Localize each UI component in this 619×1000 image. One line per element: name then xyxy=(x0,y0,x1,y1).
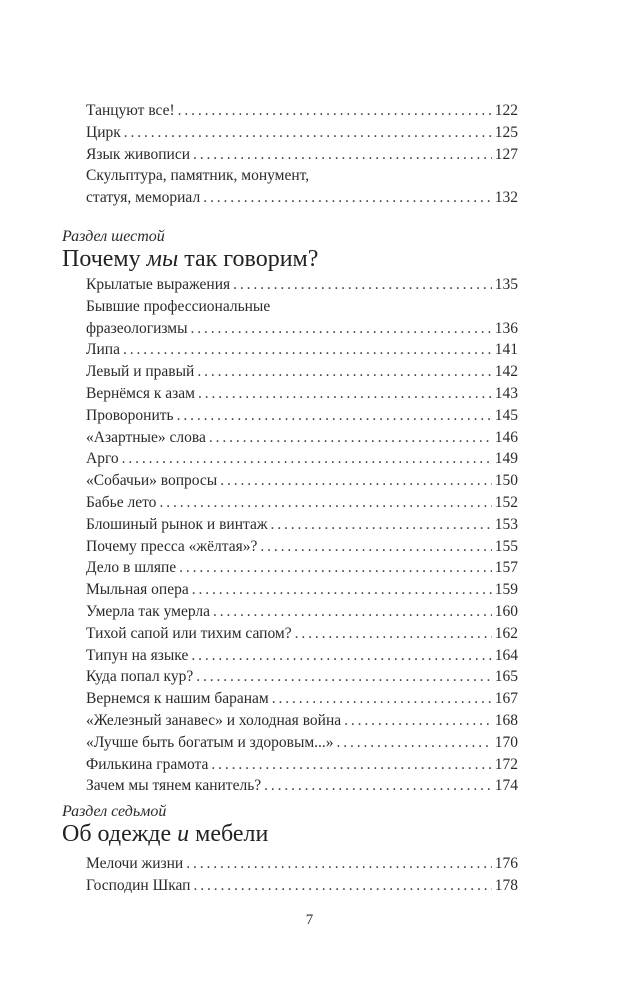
toc-leader-dots xyxy=(192,579,492,601)
toc-entry[interactable] xyxy=(86,754,518,776)
toc-entry-page: 141 xyxy=(494,341,518,359)
toc-entry-title: Язык живописи xyxy=(86,145,191,163)
toc-entry-title: «Собачьи» вопросы xyxy=(86,472,218,490)
toc-entry[interactable] xyxy=(86,383,518,405)
toc-leader-dots xyxy=(186,853,492,875)
toc-entry[interactable] xyxy=(86,427,518,449)
toc-leader-dots xyxy=(272,688,492,710)
toc-entry[interactable] xyxy=(86,100,518,122)
toc-entry[interactable] xyxy=(86,187,518,209)
toc-entry-page: 155 xyxy=(494,537,518,555)
toc-entry-title: Липа xyxy=(86,341,120,359)
toc-top-entries xyxy=(86,100,518,209)
toc-entry-page: 125 xyxy=(494,123,518,141)
toc-entry[interactable] xyxy=(86,666,518,688)
toc-entry-title: Проворонить xyxy=(86,406,174,424)
toc-entry-title: Мелочи жизни xyxy=(86,855,184,872)
toc-leader-dots xyxy=(178,100,492,122)
toc-entry[interactable] xyxy=(86,405,518,427)
toc-entry-title: фразеологизмы xyxy=(86,319,188,337)
toc-leader-dots xyxy=(264,775,492,797)
toc-entry-title: Танцуют все! xyxy=(86,102,175,119)
section-title-emphasis: и xyxy=(177,821,190,847)
toc-leader-dots xyxy=(196,666,492,688)
toc-entry-title: Тихой сапой или тихим сапом? xyxy=(86,624,292,642)
toc-entry[interactable] xyxy=(86,514,518,536)
toc-entry-page: 174 xyxy=(494,777,518,795)
toc-entry[interactable] xyxy=(86,601,518,623)
toc-entry-page: 149 xyxy=(494,450,518,468)
toc-entry[interactable] xyxy=(86,536,518,558)
toc-entry-page: 167 xyxy=(494,690,518,708)
toc-leader-dots xyxy=(233,274,492,296)
section-title-part1: Почему xyxy=(62,246,147,272)
toc-entry[interactable] xyxy=(86,361,518,383)
toc-entry[interactable] xyxy=(86,875,518,897)
toc-leader-dots xyxy=(198,383,492,405)
toc-entry-title: Арго xyxy=(86,450,119,468)
toc-entry-title: «Азартные» слова xyxy=(86,428,206,446)
toc-leader-dots xyxy=(337,732,492,754)
toc-entry-page: 143 xyxy=(494,384,518,402)
toc-entry[interactable] xyxy=(86,470,518,492)
toc-entry-page: 153 xyxy=(494,515,518,533)
toc-entry-title: Умерла так умерла xyxy=(86,602,210,620)
toc-leader-dots xyxy=(193,144,492,166)
toc-leader-dots xyxy=(209,427,492,449)
toc-entry[interactable] xyxy=(86,122,518,144)
section-title xyxy=(62,821,268,848)
toc-entry-title: «Лучше быть богатым и здоровым...» xyxy=(86,733,334,751)
toc-entry-title: «Железный занавес» и холодная война xyxy=(86,711,342,729)
toc-entry-page: 170 xyxy=(494,733,518,751)
toc-entry[interactable] xyxy=(86,688,518,710)
toc-section6-entries xyxy=(86,274,518,797)
toc-entry[interactable] xyxy=(86,732,518,754)
toc-entry-page: 122 xyxy=(494,102,518,119)
section-label: Раздел шестой xyxy=(62,228,165,245)
toc-entry[interactable] xyxy=(86,448,518,470)
toc-entry-title: Мыльная опера xyxy=(86,581,189,599)
section-title-part2: так говорим? xyxy=(178,246,319,272)
toc-entry[interactable] xyxy=(86,492,518,514)
section-title-part2: мебели xyxy=(189,821,269,847)
toc-entry[interactable] xyxy=(86,144,518,166)
toc-entry-line1[interactable] xyxy=(86,296,518,318)
section-title xyxy=(62,246,318,273)
toc-entry[interactable] xyxy=(86,274,518,296)
toc-entry-title: Почему пресса «жёлтая»? xyxy=(86,537,258,555)
toc-entry[interactable] xyxy=(86,645,518,667)
toc-leader-dots xyxy=(203,187,492,209)
toc-entry-page: 178 xyxy=(494,876,518,894)
toc-leader-dots xyxy=(260,536,491,558)
toc-entry[interactable] xyxy=(86,853,518,875)
toc-leader-dots xyxy=(190,318,491,340)
toc-entry[interactable] xyxy=(86,579,518,601)
toc-entry-page: 146 xyxy=(494,428,518,446)
toc-leader-dots xyxy=(295,623,492,645)
toc-entry-page: 165 xyxy=(494,668,518,686)
section-title-part1: Об одежде xyxy=(62,821,178,847)
toc-entry-page: 162 xyxy=(494,624,518,642)
toc-entry-title: Левый и правый xyxy=(86,363,195,381)
toc-entry-title: Бабье лето xyxy=(86,493,157,511)
page-number: 7 xyxy=(305,912,314,928)
toc-entry-title: Зачем мы тянем канитель? xyxy=(86,777,262,795)
toc-leader-dots xyxy=(197,361,491,383)
toc-entry-title: статуя, мемориал xyxy=(86,189,201,207)
toc-leader-dots xyxy=(344,710,492,732)
toc-leader-dots xyxy=(123,339,492,361)
toc-leader-dots xyxy=(179,557,492,579)
toc-leader-dots xyxy=(213,601,492,623)
toc-entry-title-line1: Бывшие профессиональные xyxy=(86,297,271,315)
toc-entry-title: Дело в шляпе xyxy=(86,559,177,577)
section-title-emphasis: мы xyxy=(146,246,179,272)
toc-entry-title-line1: Скульптура, памятник, монумент, xyxy=(86,167,310,185)
toc-entry-page: 168 xyxy=(494,711,518,729)
toc-entry-title: Цирк xyxy=(86,123,121,141)
toc-entry[interactable] xyxy=(86,623,518,645)
toc-entry[interactable] xyxy=(86,318,518,340)
toc-entry-title: Вернёмся к азам xyxy=(86,384,195,402)
toc-leader-dots xyxy=(191,645,491,667)
toc-entry[interactable] xyxy=(86,775,518,797)
toc-entry-page: 135 xyxy=(494,276,518,293)
toc-entry-title: Куда попал кур? xyxy=(86,668,194,686)
toc-leader-dots xyxy=(177,405,492,427)
toc-entry-page: 145 xyxy=(494,406,518,424)
toc-section7-entries xyxy=(86,853,518,897)
toc-entry-title: Блошиный рынок и винтаж xyxy=(86,515,268,533)
toc-entry-page: 176 xyxy=(494,855,518,872)
toc-entry-page: 132 xyxy=(494,189,518,207)
toc-entry[interactable] xyxy=(86,710,518,732)
toc-leader-dots xyxy=(193,875,491,897)
toc-leader-dots xyxy=(220,470,492,492)
toc-entry-page: 127 xyxy=(494,145,518,163)
toc-entry-page: 136 xyxy=(494,319,518,337)
toc-entry-page: 142 xyxy=(494,363,518,381)
toc-entry-line1[interactable] xyxy=(86,165,518,187)
toc-entry-title: Филькина грамота xyxy=(86,755,209,773)
toc-entry-title: Крылатые выражения xyxy=(86,276,231,293)
toc-entry-page: 164 xyxy=(494,646,518,664)
toc-entry-page: 152 xyxy=(494,493,518,511)
toc-entry-page: 160 xyxy=(494,602,518,620)
toc-entry[interactable] xyxy=(86,339,518,361)
toc-leader-dots xyxy=(211,754,491,776)
toc-entry-title: Типун на языке xyxy=(86,646,189,664)
toc-entry-page: 172 xyxy=(494,755,518,773)
toc-entry-title: Вернемся к нашим баранам xyxy=(86,690,269,708)
section-label: Раздел седьмой xyxy=(62,803,167,820)
toc-entry-page: 159 xyxy=(494,581,518,599)
toc-leader-dots xyxy=(159,492,491,514)
toc-entry-page: 150 xyxy=(494,472,518,490)
toc-leader-dots xyxy=(122,448,492,470)
toc-entry[interactable] xyxy=(86,557,518,579)
toc-leader-dots xyxy=(124,122,492,144)
toc-entry-title: Господин Шкап xyxy=(86,876,191,894)
toc-leader-dots xyxy=(271,514,492,536)
toc-entry-page: 157 xyxy=(494,559,518,577)
